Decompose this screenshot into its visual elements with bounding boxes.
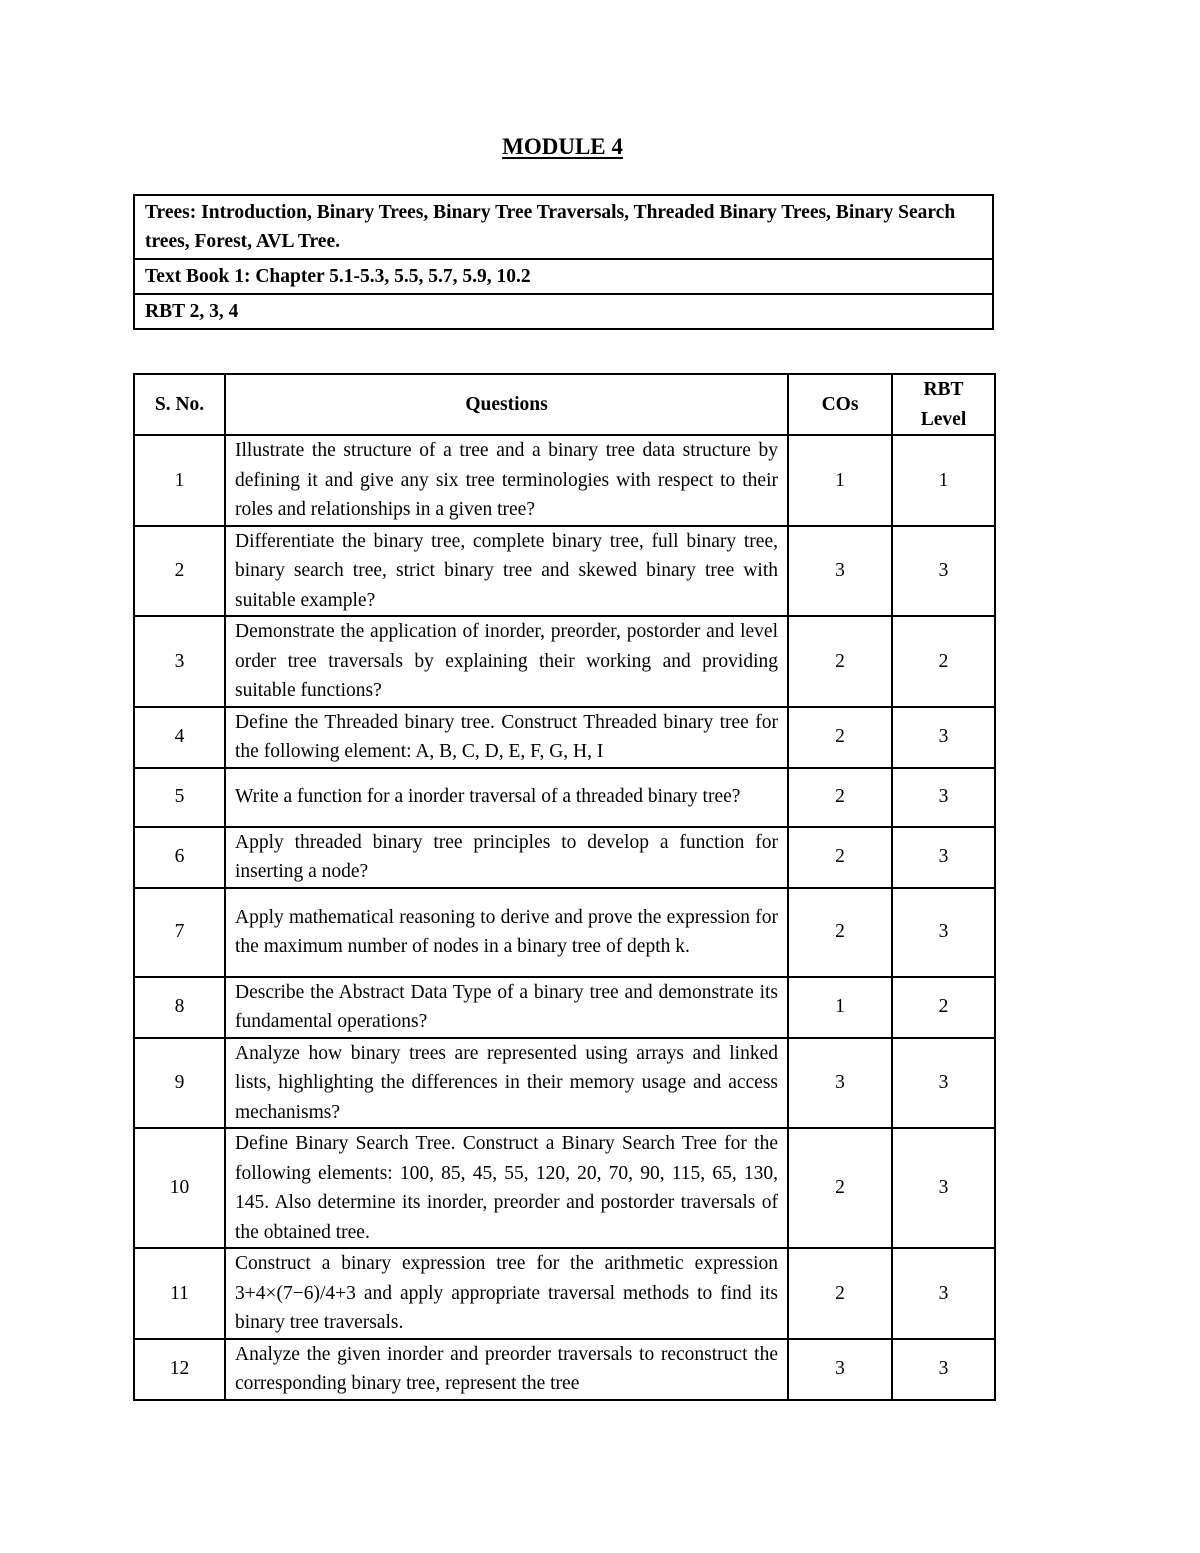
row-rbt: 3 — [892, 888, 995, 977]
questions-table — [133, 373, 996, 1401]
row-co: 1 — [788, 977, 892, 1038]
table-row — [134, 1128, 995, 1248]
table-row — [134, 768, 995, 827]
row-question: Illustrate the structure of a tree and a binary tree data structure by defining it and give any six tree terminologies with respect to their roles and relationships in a given tree? — [225, 435, 788, 526]
row-sno: 9 — [134, 1038, 225, 1129]
row-sno: 8 — [134, 977, 225, 1038]
table-row — [134, 827, 995, 888]
topics-cell: Trees: Introduction, Binary Trees, Binary Tree Traversals, Threaded Binary Trees, Binary Search trees, Forest, AVL Tree. — [134, 195, 993, 259]
row-co: 1 — [788, 435, 892, 526]
row-question: Construct a binary expression tree for the arithmetic expression 3+4×(7−6)/4+3 and apply appropriate traversal methods to find its binary tree traversals. — [225, 1248, 788, 1339]
header-rbt-level: RBT Level — [892, 374, 995, 435]
row-co: 3 — [788, 1339, 892, 1400]
rbt-cell: RBT 2, 3, 4 — [134, 294, 993, 329]
row-sno: 6 — [134, 827, 225, 888]
row-co: 2 — [788, 707, 892, 768]
row-rbt: 3 — [892, 1038, 995, 1129]
row-co: 2 — [788, 768, 892, 827]
row-sno: 4 — [134, 707, 225, 768]
textbook-cell: Text Book 1: Chapter 5.1-5.3, 5.5, 5.7, 5.9, 10.2 — [134, 259, 993, 294]
table-row — [134, 1038, 995, 1129]
row-sno: 10 — [134, 1128, 225, 1248]
row-question: Analyze the given inorder and preorder traversals to reconstruct the corresponding binary tree, represent the tree — [225, 1339, 788, 1400]
row-sno: 5 — [134, 768, 225, 827]
rbt-row — [134, 294, 993, 329]
row-question: Analyze how binary trees are represented using arrays and linked lists, highlighting the differences in their memory usage and access mechanisms? — [225, 1038, 788, 1129]
row-rbt: 2 — [892, 977, 995, 1038]
row-question: Apply threaded binary tree principles to develop a function for inserting a node? — [225, 827, 788, 888]
row-rbt: 3 — [892, 1248, 995, 1339]
table-row — [134, 1248, 995, 1339]
row-sno: 12 — [134, 1339, 225, 1400]
row-question: Apply mathematical reasoning to derive and prove the expression for the maximum number of nodes in a binary tree of depth k. — [225, 888, 788, 977]
row-co: 2 — [788, 888, 892, 977]
row-rbt: 3 — [892, 1128, 995, 1248]
row-rbt: 3 — [892, 768, 995, 827]
header-sno: S. No. — [134, 374, 225, 435]
row-rbt: 3 — [892, 1339, 995, 1400]
table-row — [134, 616, 995, 707]
table-row — [134, 977, 995, 1038]
row-question: Differentiate the binary tree, complete binary tree, full binary tree, binary search tree, strict binary tree and skewed binary tree with suitable example? — [225, 526, 788, 617]
header-cos: COs — [788, 374, 892, 435]
row-co: 2 — [788, 616, 892, 707]
table-row — [134, 707, 995, 768]
table-row — [134, 435, 995, 526]
row-co: 2 — [788, 1248, 892, 1339]
row-sno: 3 — [134, 616, 225, 707]
row-rbt: 3 — [892, 526, 995, 617]
row-sno: 1 — [134, 435, 225, 526]
textbook-row — [134, 259, 993, 294]
row-co: 2 — [788, 1128, 892, 1248]
row-co: 2 — [788, 827, 892, 888]
row-rbt: 3 — [892, 707, 995, 768]
table-row — [134, 888, 995, 977]
row-question: Write a function for a inorder traversal of a threaded binary tree? — [225, 768, 788, 827]
row-co: 3 — [788, 526, 892, 617]
row-question: Describe the Abstract Data Type of a binary tree and demonstrate its fundamental operations? — [225, 977, 788, 1038]
row-sno: 11 — [134, 1248, 225, 1339]
table-row — [134, 526, 995, 617]
topics-row — [134, 195, 993, 259]
row-sno: 2 — [134, 526, 225, 617]
questions-header-row — [134, 374, 995, 435]
table-row — [134, 1339, 995, 1400]
row-question: Demonstrate the application of inorder, preorder, postorder and level order tree traversals by explaining their working and providing suitable functions? — [225, 616, 788, 707]
row-rbt: 1 — [892, 435, 995, 526]
row-rbt: 2 — [892, 616, 995, 707]
module-info-table — [133, 194, 994, 330]
row-question: Define Binary Search Tree. Construct a Binary Search Tree for the following elements: 100, 85, 45, 55, 120, 20, 70, 90, 115, 65, 130, 145. Also determine its inorder, preorder and postorder traversals of the obtained tree. — [225, 1128, 788, 1248]
header-questions: Questions — [225, 374, 788, 435]
row-question: Define the Threaded binary tree. Construct Threaded binary tree for the following element: A, B, C, D, E, F, G, H, I — [225, 707, 788, 768]
row-co: 3 — [788, 1038, 892, 1129]
module-title: MODULE 4 — [502, 134, 623, 159]
row-sno: 7 — [134, 888, 225, 977]
row-rbt: 3 — [892, 827, 995, 888]
